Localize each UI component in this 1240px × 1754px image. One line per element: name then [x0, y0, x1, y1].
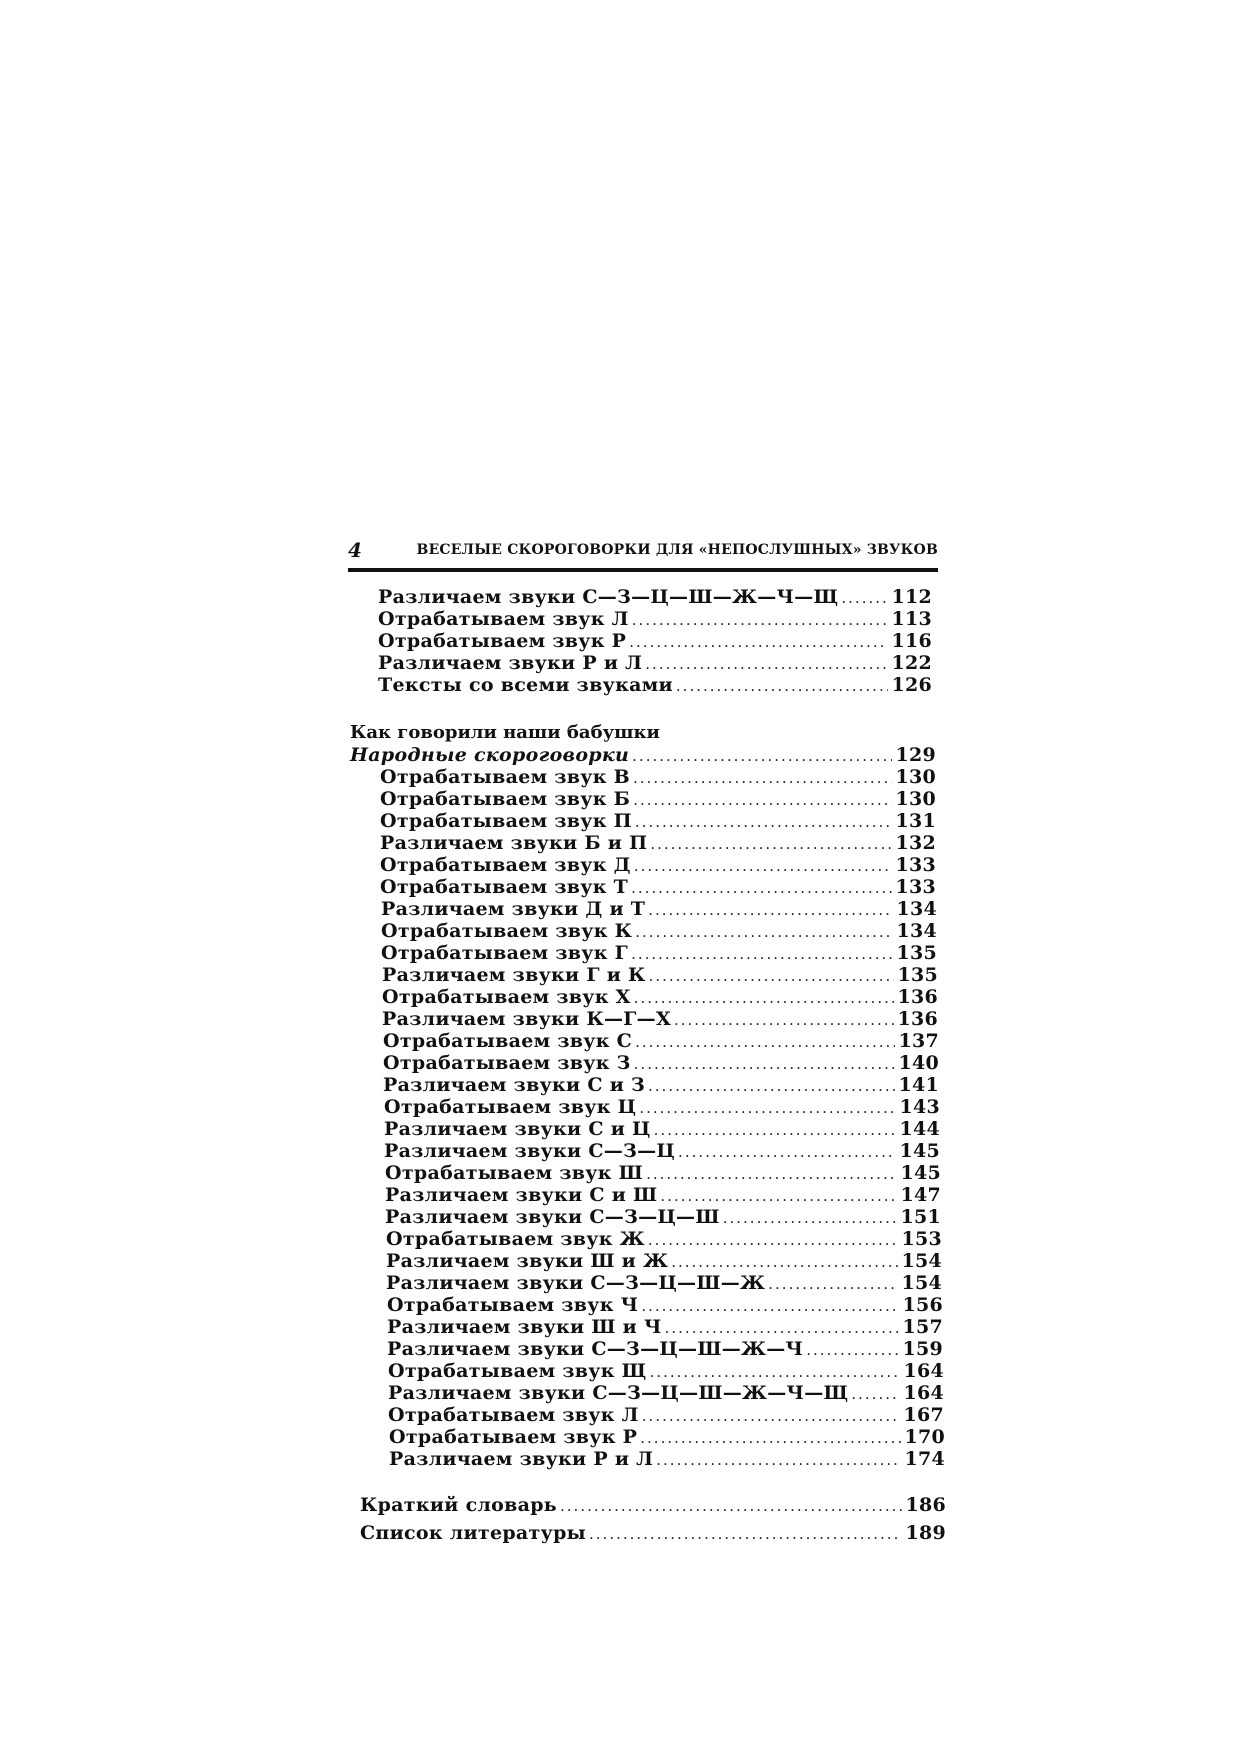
dot-leader: [654, 1119, 897, 1141]
toc-entry-page: 186: [905, 1494, 946, 1516]
toc-entry-title: Различаем звуки Р и Л: [378, 652, 643, 674]
toc-entry-title: Различаем звуки Г и К: [382, 964, 646, 986]
dot-leader: [723, 1207, 898, 1229]
toc-entry[interactable]: [380, 766, 936, 788]
toc-entry-page: 129: [895, 744, 936, 766]
toc-entry-page: 136: [897, 1008, 938, 1030]
toc-subheading[interactable]: [350, 744, 936, 766]
dot-leader: [648, 1229, 899, 1251]
page-number: 4: [348, 538, 362, 562]
toc-entry[interactable]: [380, 854, 936, 876]
toc-entry[interactable]: [378, 608, 932, 630]
toc-back-matter-entry[interactable]: [360, 1494, 946, 1516]
toc-entry[interactable]: [386, 1272, 942, 1294]
dot-leader: [650, 1361, 901, 1383]
toc-entry[interactable]: [388, 1382, 944, 1404]
toc-subheading-title: Народные скороговорки: [350, 744, 630, 766]
dot-leader: [632, 745, 892, 767]
dot-leader: [841, 587, 888, 609]
toc-entry[interactable]: [383, 1074, 939, 1096]
toc-entry-title: Отрабатываем звук Л: [378, 608, 629, 630]
toc-entry-title: Тексты со всеми звуками: [378, 674, 673, 696]
toc-entry[interactable]: [389, 1426, 945, 1448]
toc-entry[interactable]: [384, 1118, 940, 1140]
dot-leader: [634, 1053, 896, 1075]
toc-entry-page: 159: [902, 1338, 943, 1360]
toc-entry[interactable]: [383, 1030, 939, 1052]
dot-leader: [633, 789, 892, 811]
toc-entry-page: 130: [895, 766, 936, 788]
toc-entry-title: Отрабатываем звук Т: [380, 876, 629, 898]
dot-leader: [656, 1449, 901, 1471]
toc-entry[interactable]: [386, 1228, 942, 1250]
toc-entry[interactable]: [382, 964, 938, 986]
toc-entry-page: 135: [896, 942, 937, 964]
toc-entry-page: 113: [891, 608, 932, 630]
toc-entry[interactable]: [387, 1294, 943, 1316]
toc-entry[interactable]: [384, 1096, 940, 1118]
section-heading: Как говорили наши бабушки: [350, 722, 660, 743]
toc-entry-title: Различаем звуки С и Ш: [385, 1184, 658, 1206]
dot-leader: [641, 1295, 899, 1317]
toc-entry[interactable]: [388, 1360, 944, 1382]
dot-leader: [676, 675, 889, 697]
toc-entry[interactable]: [385, 1162, 941, 1184]
toc-entry-page: 157: [902, 1316, 943, 1338]
toc-entry-page: 147: [900, 1184, 941, 1206]
dot-leader: [635, 811, 893, 833]
toc-entry-title: Отрабатываем звук Ч: [387, 1294, 639, 1316]
toc-entry-title: Различаем звуки Б и П: [380, 832, 648, 854]
dot-leader: [678, 1141, 896, 1163]
toc-entry-page: 174: [904, 1448, 945, 1470]
toc-entry[interactable]: [387, 1338, 943, 1360]
toc-entry-page: 167: [903, 1404, 944, 1426]
dot-leader: [629, 631, 888, 653]
toc-entry[interactable]: [385, 1184, 941, 1206]
toc-entry-page: 130: [895, 788, 936, 810]
dot-leader: [806, 1339, 899, 1361]
toc-entry-title: Различаем звуки Д и Т: [381, 898, 646, 920]
toc-entry-title: Отрабатываем звук Щ: [388, 1360, 647, 1382]
toc-entry-title: Различаем звуки С—З—Ц—Ш: [385, 1206, 720, 1228]
toc-entry-page: 145: [900, 1162, 941, 1184]
toc-entry[interactable]: [385, 1206, 941, 1228]
toc-entry[interactable]: [380, 810, 936, 832]
toc-entry[interactable]: [382, 986, 938, 1008]
toc-entry[interactable]: [378, 674, 932, 696]
toc-entry[interactable]: [380, 788, 936, 810]
toc-entry[interactable]: [383, 1052, 939, 1074]
dot-leader: [640, 1427, 901, 1449]
toc-entry-title: Отрабатываем звук Д: [380, 854, 631, 876]
toc-entry-title: Отрабатываем звук Г: [381, 942, 629, 964]
dot-leader: [674, 1009, 894, 1031]
dot-leader: [631, 943, 893, 965]
toc-entry-page: 134: [896, 898, 937, 920]
toc-entry-page: 126: [891, 674, 932, 696]
dot-leader: [633, 767, 892, 789]
toc-entry-title: Отрабатываем звук Х: [382, 986, 631, 1008]
toc-entry[interactable]: [381, 898, 937, 920]
dot-leader: [665, 1317, 900, 1339]
dot-leader: [768, 1273, 898, 1295]
toc-entry-title: Отрабатываем звук К: [381, 920, 633, 942]
toc-entry-title: Отрабатываем звук Ж: [386, 1228, 645, 1250]
toc-entry-title: Различаем звуки Р и Л: [389, 1448, 654, 1470]
dot-leader: [671, 1251, 898, 1273]
toc-entry-page: 136: [897, 986, 938, 1008]
dot-leader: [642, 1405, 901, 1427]
toc-entry-title: Отрабатываем звук В: [380, 766, 631, 788]
dot-leader: [635, 1031, 895, 1053]
toc-entry-page: 133: [895, 876, 936, 898]
dot-leader: [589, 1523, 902, 1545]
dot-leader: [648, 1075, 895, 1097]
toc-entry-page: 164: [903, 1360, 944, 1382]
toc-entry-title: Различаем звуки Ш и Ж: [386, 1250, 669, 1272]
toc-entry-title: Отрабатываем звук Р: [389, 1426, 638, 1448]
dot-leader: [649, 965, 895, 987]
toc-entry-title: Различаем звуки С—З—Ц: [384, 1140, 676, 1162]
toc-entry[interactable]: [381, 920, 937, 942]
toc-entry-page: 112: [891, 586, 932, 608]
dot-leader: [645, 653, 888, 675]
toc-entry-page: 156: [902, 1294, 943, 1316]
dot-leader: [634, 987, 895, 1009]
toc-entry-title: Различаем звуки С и З: [383, 1074, 646, 1096]
toc-entry-page: 143: [899, 1096, 940, 1118]
toc-entry[interactable]: [378, 652, 932, 674]
dot-leader: [648, 899, 893, 921]
toc-entry-page: 144: [899, 1118, 940, 1140]
toc-entry[interactable]: [378, 630, 932, 652]
page-header: [348, 538, 938, 572]
toc-entry-title: Список литературы: [360, 1522, 587, 1544]
toc-entry-title: Отрабатываем звук Ц: [384, 1096, 637, 1118]
toc-entry-title: Краткий словарь: [360, 1494, 558, 1516]
dot-leader: [560, 1495, 902, 1517]
toc-entry-title: Различаем звуки С—З—Ц—Ш—Ж—Ч: [387, 1338, 804, 1360]
toc-entry[interactable]: [380, 876, 936, 898]
toc-entry[interactable]: [389, 1448, 945, 1470]
toc-entry-page: 133: [895, 854, 936, 876]
toc-entry-page: 154: [901, 1250, 942, 1272]
dot-leader: [646, 1163, 897, 1185]
toc-entry[interactable]: [382, 1008, 938, 1030]
toc-entry-page: 116: [891, 630, 932, 652]
toc-entry-page: 154: [901, 1272, 942, 1294]
toc-entry-title: Различаем звуки С—З—Ц—Ш—Ж—Ч—Щ: [378, 586, 839, 608]
toc-entry-page: 137: [898, 1030, 939, 1052]
toc-entry-page: 140: [898, 1052, 939, 1074]
toc-entry[interactable]: [388, 1404, 944, 1426]
toc-entry-page: 164: [903, 1382, 944, 1404]
toc-entry-title: Различаем звуки С и Ц: [384, 1118, 651, 1140]
dot-leader: [639, 1097, 896, 1119]
dot-leader: [851, 1383, 900, 1405]
dot-leader: [650, 833, 892, 855]
toc-entry-page: 135: [897, 964, 938, 986]
toc-entry-page: 145: [899, 1140, 940, 1162]
toc-entry[interactable]: [384, 1140, 940, 1162]
toc-entry[interactable]: [387, 1316, 943, 1338]
toc-entry-page: 153: [901, 1228, 942, 1250]
toc-entry-title: Отрабатываем звук Р: [378, 630, 627, 652]
toc-entry-page: 131: [895, 810, 936, 832]
toc-entry-page: 132: [895, 832, 936, 854]
dot-leader: [634, 855, 893, 877]
dot-leader: [635, 921, 893, 943]
toc-entry[interactable]: [381, 942, 937, 964]
toc-entry-page: 134: [896, 920, 937, 942]
dot-leader: [631, 877, 892, 899]
toc-entry-page: 170: [904, 1426, 945, 1448]
toc-entry-title: Отрабатываем звук Б: [380, 788, 631, 810]
toc-entry[interactable]: [378, 586, 932, 608]
toc-entry-title: Отрабатываем звук Ш: [385, 1162, 644, 1184]
toc-entry-title: Отрабатываем звук П: [380, 810, 632, 832]
toc-entry-title: Различаем звуки С—З—Ц—Ш—Ж: [386, 1272, 766, 1294]
toc-entry-title: Отрабатываем звук Л: [388, 1404, 639, 1426]
toc-entry-title: Различаем звуки К—Г—Х: [382, 1008, 671, 1030]
toc-back-matter-entry[interactable]: [360, 1522, 946, 1544]
toc-entry-page: 122: [891, 652, 932, 674]
toc-entry-title: Отрабатываем звук З: [383, 1052, 631, 1074]
toc-entry-title: Отрабатываем звук С: [383, 1030, 633, 1052]
toc-entry[interactable]: [386, 1250, 942, 1272]
running-title: ВЕСЕЛЫЕ СКОРОГОВОРКИ ДЛЯ «НЕПОСЛУШНЫХ» ЗВУКОВ: [416, 542, 938, 558]
toc-entry-title: Различаем звуки Ш и Ч: [387, 1316, 662, 1338]
toc-entry[interactable]: [380, 832, 936, 854]
toc-entry-page: 151: [900, 1206, 941, 1228]
dot-leader: [660, 1185, 897, 1207]
toc-entry-title: Различаем звуки С—З—Ц—Ш—Ж—Ч—Щ: [388, 1382, 849, 1404]
toc-entry-page: 141: [898, 1074, 939, 1096]
toc-entry-page: 189: [905, 1522, 946, 1544]
dot-leader: [632, 609, 889, 631]
